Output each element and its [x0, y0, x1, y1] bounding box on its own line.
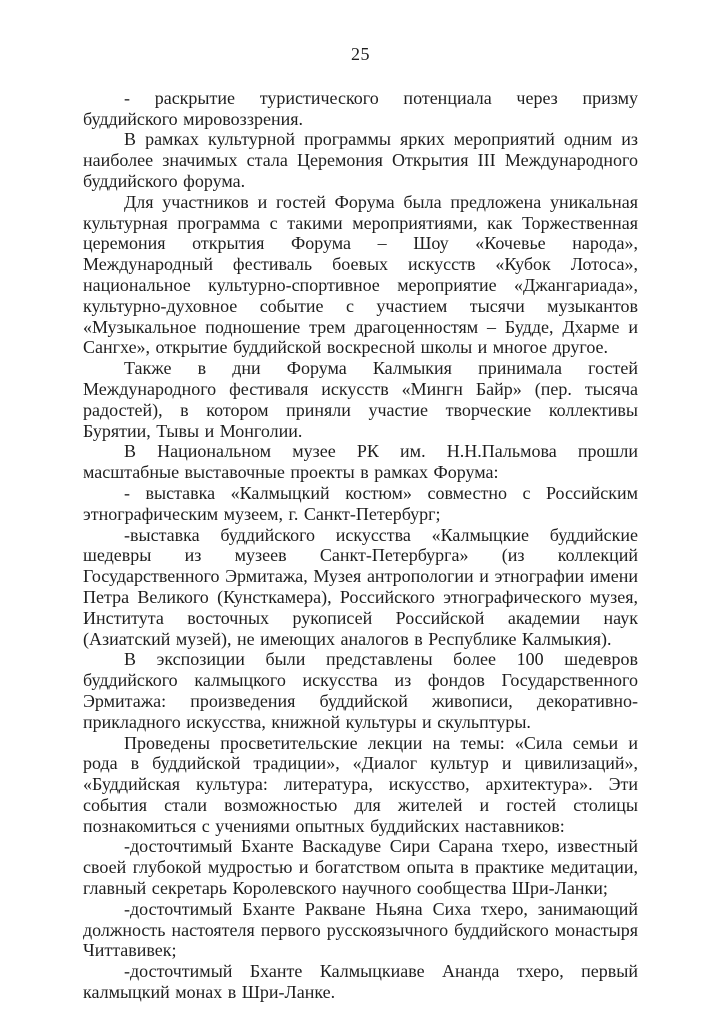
paragraph: Проведены просветительские лекции на темы: «Сила семьи и рода в буддийской традиции», «Диалог культур и цивилизаций», «Буддийская культура: литература, искусство, архитектура». Эти события стали возможностью для жителей и гостей столицы познакомиться с учениями опытных буддийских наставников:: [83, 732, 638, 836]
paragraph: В экспозиции были представлены более 100 шедевров буддийского калмыцкого искусства из фондов Государственного Эрмитажа: произведения буддийской живописи, декоративно-прикладного искусства, книжной культуры и скульптуры.: [83, 649, 638, 732]
paragraph: В Национальном музее РК им. Н.Н.Пальмова прошли масштабные выставочные проекты в рамках Форума:: [83, 441, 638, 483]
paragraph: - выставка «Калмыцкий костюм» совместно с Российским этнографическим музеем, г. Санкт-Петербург;: [83, 482, 638, 524]
paragraph: В рамках культурной программы ярких мероприятий одним из наиболее значимых стала Церемония Открытия III Международного буддийского форума.: [83, 129, 638, 191]
page-number: 25: [351, 44, 370, 64]
paragraph: -досточтимый Бханте Ракване Ньяна Сиха тхеро, занимающий должность настоятеля первого русскоязычного буддийского монастыря Читтавивек;: [83, 898, 638, 961]
paragraph: -досточтимый Бханте Калмыцкиаве Ананда тхеро, первый калмыцкий монах в Шри-Ланке.: [83, 961, 638, 1003]
paragraph: Также в дни Форума Калмыкия принимала гостей Международного фестиваля искусств «Мингн Байр» (пер. тысяча радостей), в котором приняли участие творческие коллективы Бурятии, Тывы и Монголии.: [83, 358, 638, 441]
paragraph: -досточтимый Бханте Васкадуве Сири Сарана тхеро, известный своей глубокой мудростью и богатством опыта в практике медитации, главный секретарь Королевского научного сообщества Шри-Ланки;: [83, 836, 638, 899]
paragraph: - раскрытие туристического потенциала через призму буддийского мировоззрения.: [83, 87, 638, 129]
paragraph: Для участников и гостей Форума была предложена уникальная культурная программа с такими мероприятиями, как Торжественная церемония открытия Форума – Шоу «Кочевье народа», Международный фестиваль боевых искусств «Кубок Лотоса», национальное культурно-спортивное мероприятие «Джангариада», культурно-духовное событие с участием тысячи музыкантов «Музыкальное подношение трем драгоценностям – Будде, Дхарме и Сангхе», открытие буддийской воскресной школы и многое другое.: [83, 191, 638, 358]
paragraph: -выставка буддийского искусства «Калмыцкие буддийские шедевры из музеев Санкт-Петербурга» (из коллекций Государственного Эрмитажа, Музея антропологии и этнографии имени Петра Великого (Кунсткамера), Российского этнографического музея, Института восточных рукописей Российской академии наук (Азиатский музей), не имеющих аналогов в Республике Калмыкия).: [83, 524, 638, 649]
document-body: [83, 88, 638, 1003]
